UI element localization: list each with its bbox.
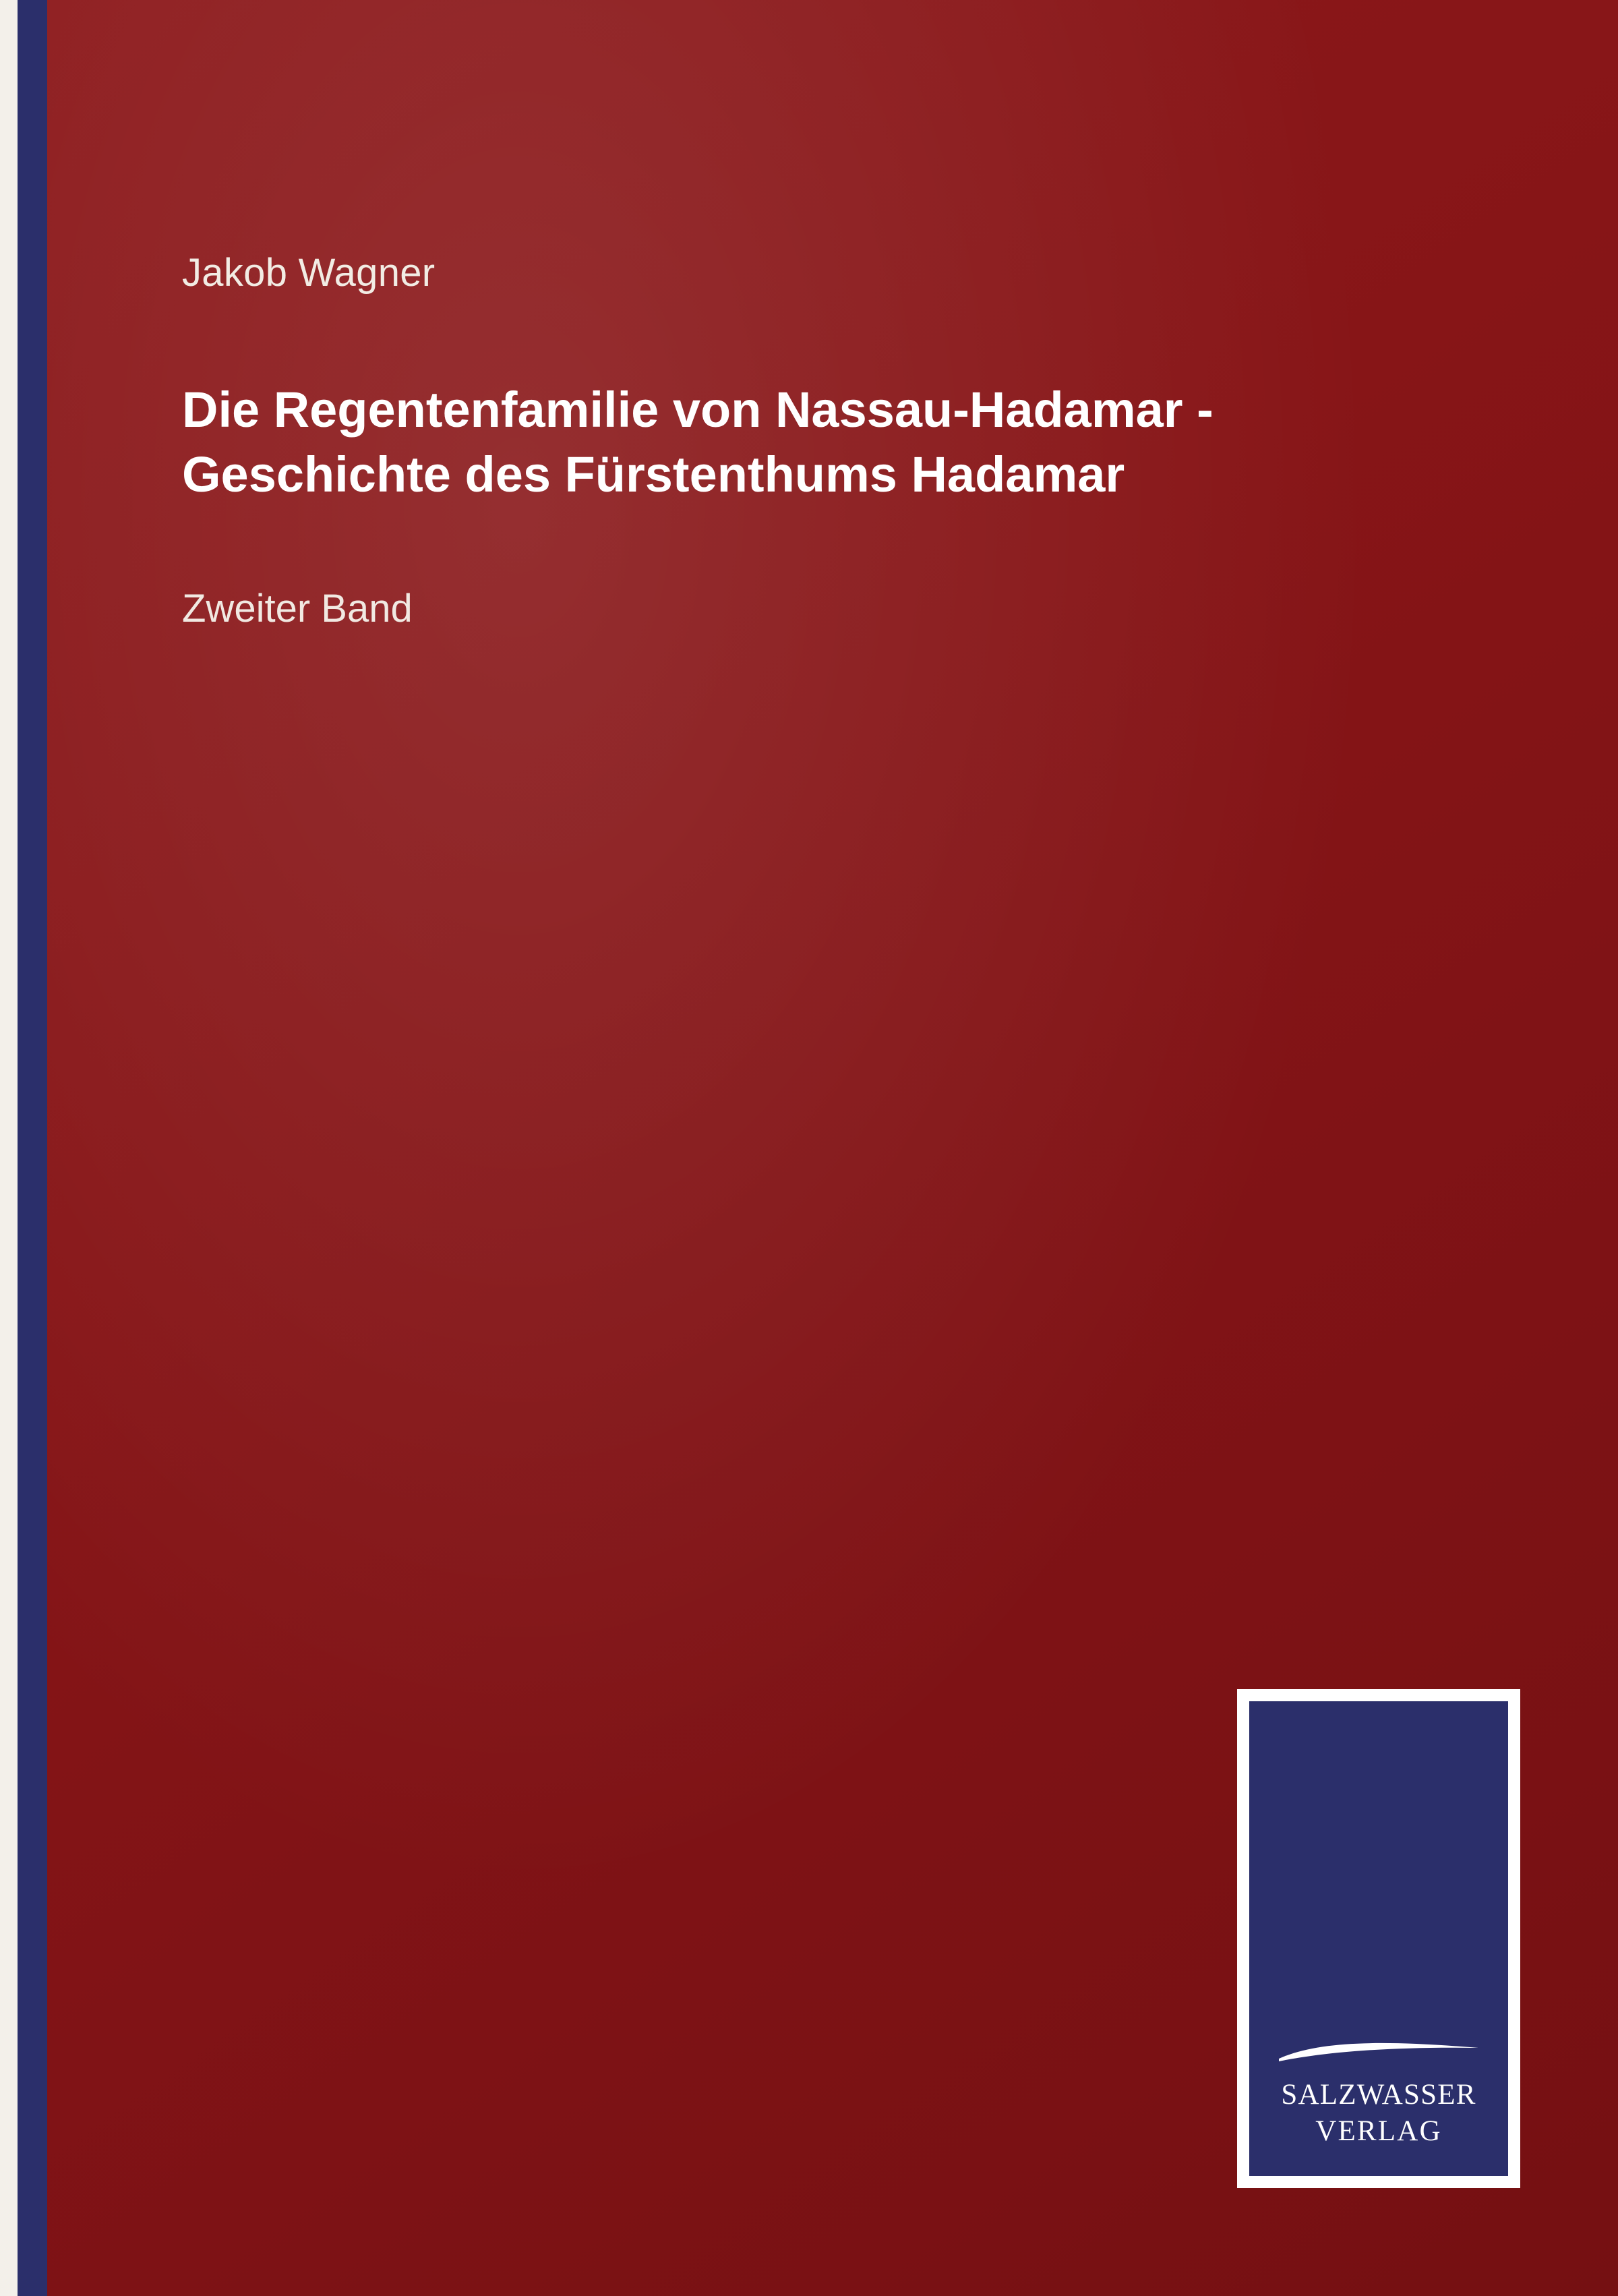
- book-title: Die Regentenfamilie von Nassau-Hadamar - Geschichte des Fürstenthums Hadamar: [182, 381, 1214, 502]
- cover-background: [47, 0, 1618, 2296]
- publisher-logo-inner: [1249, 1701, 1508, 2176]
- publisher-logo: [1237, 1689, 1520, 2188]
- publisher-name: SALZWASSER: [1281, 2079, 1476, 2111]
- wave-icon: [1278, 2038, 1480, 2065]
- publisher-kind: VERLAG: [1315, 2115, 1442, 2148]
- spine-accent-strip: [18, 0, 47, 2296]
- publisher-wordmark: [1249, 2079, 1508, 2149]
- spine-edge-strip: [0, 0, 18, 2296]
- cover-text-block: [182, 249, 1517, 633]
- book-subtitle: Zweiter Band: [182, 586, 413, 630]
- author-name: Jakob Wagner: [182, 251, 436, 295]
